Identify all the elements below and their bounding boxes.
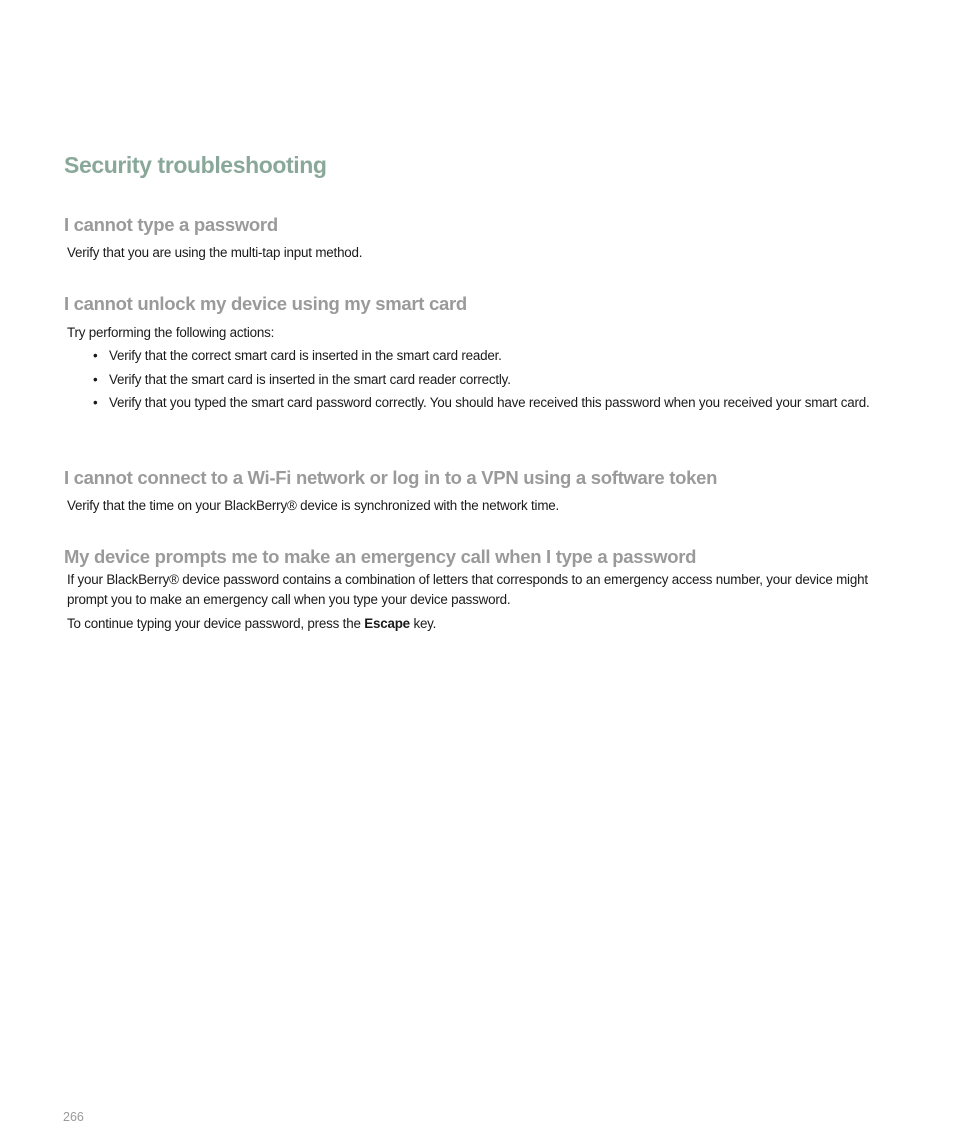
section-paragraph: Try performing the following actions: bbox=[67, 325, 275, 340]
bullet-icon: • bbox=[93, 395, 98, 410]
page-title: Security troubleshooting bbox=[64, 152, 327, 178]
list-item-text: Verify that the smart card is inserted in the smart card reader correctly. bbox=[109, 371, 511, 387]
section-wifi-vpn bbox=[64, 467, 894, 516]
page-number: 266 bbox=[63, 1110, 84, 1124]
section-smart-card-unlock bbox=[64, 293, 894, 417]
escape-key-label: Escape bbox=[364, 616, 410, 631]
section-cannot-type-password bbox=[64, 214, 894, 263]
section-heading: I cannot connect to a Wi-Fi network or log in to a VPN using a software token bbox=[64, 467, 718, 488]
bullet-icon: • bbox=[93, 348, 98, 363]
section-paragraph: Verify that you are using the multi-tap input method. bbox=[67, 245, 363, 260]
list-item bbox=[93, 393, 899, 412]
section-heading: I cannot unlock my device using my smart card bbox=[64, 293, 467, 314]
section-paragraph: If your BlackBerry® device password contains a combination of letters that corresponds to an emergency access number, your device might prompt you to make an emergency call when you type your device password. bbox=[67, 572, 868, 607]
instruction-text: To continue typing your device password, press the bbox=[67, 616, 365, 631]
list-item-text: Verify that the correct smart card is inserted in the smart card reader. bbox=[109, 348, 502, 363]
section-heading: My device prompts me to make an emergency call when I type a password bbox=[64, 546, 697, 567]
list-item bbox=[93, 370, 899, 389]
bullet-icon: • bbox=[93, 371, 98, 387]
action-list bbox=[64, 346, 894, 412]
list-item-text: Verify that you typed the smart card password correctly. You should have received this password when you received your smart card. bbox=[109, 395, 870, 410]
escape-instruction bbox=[64, 614, 894, 634]
instruction-text-end: key. bbox=[409, 616, 437, 631]
list-item bbox=[93, 346, 899, 365]
section-heading: I cannot type a password bbox=[64, 214, 278, 235]
section-paragraph: Verify that the time on your BlackBerry® device is synchronized with the network time. bbox=[67, 498, 560, 513]
section-emergency-call bbox=[64, 546, 894, 634]
